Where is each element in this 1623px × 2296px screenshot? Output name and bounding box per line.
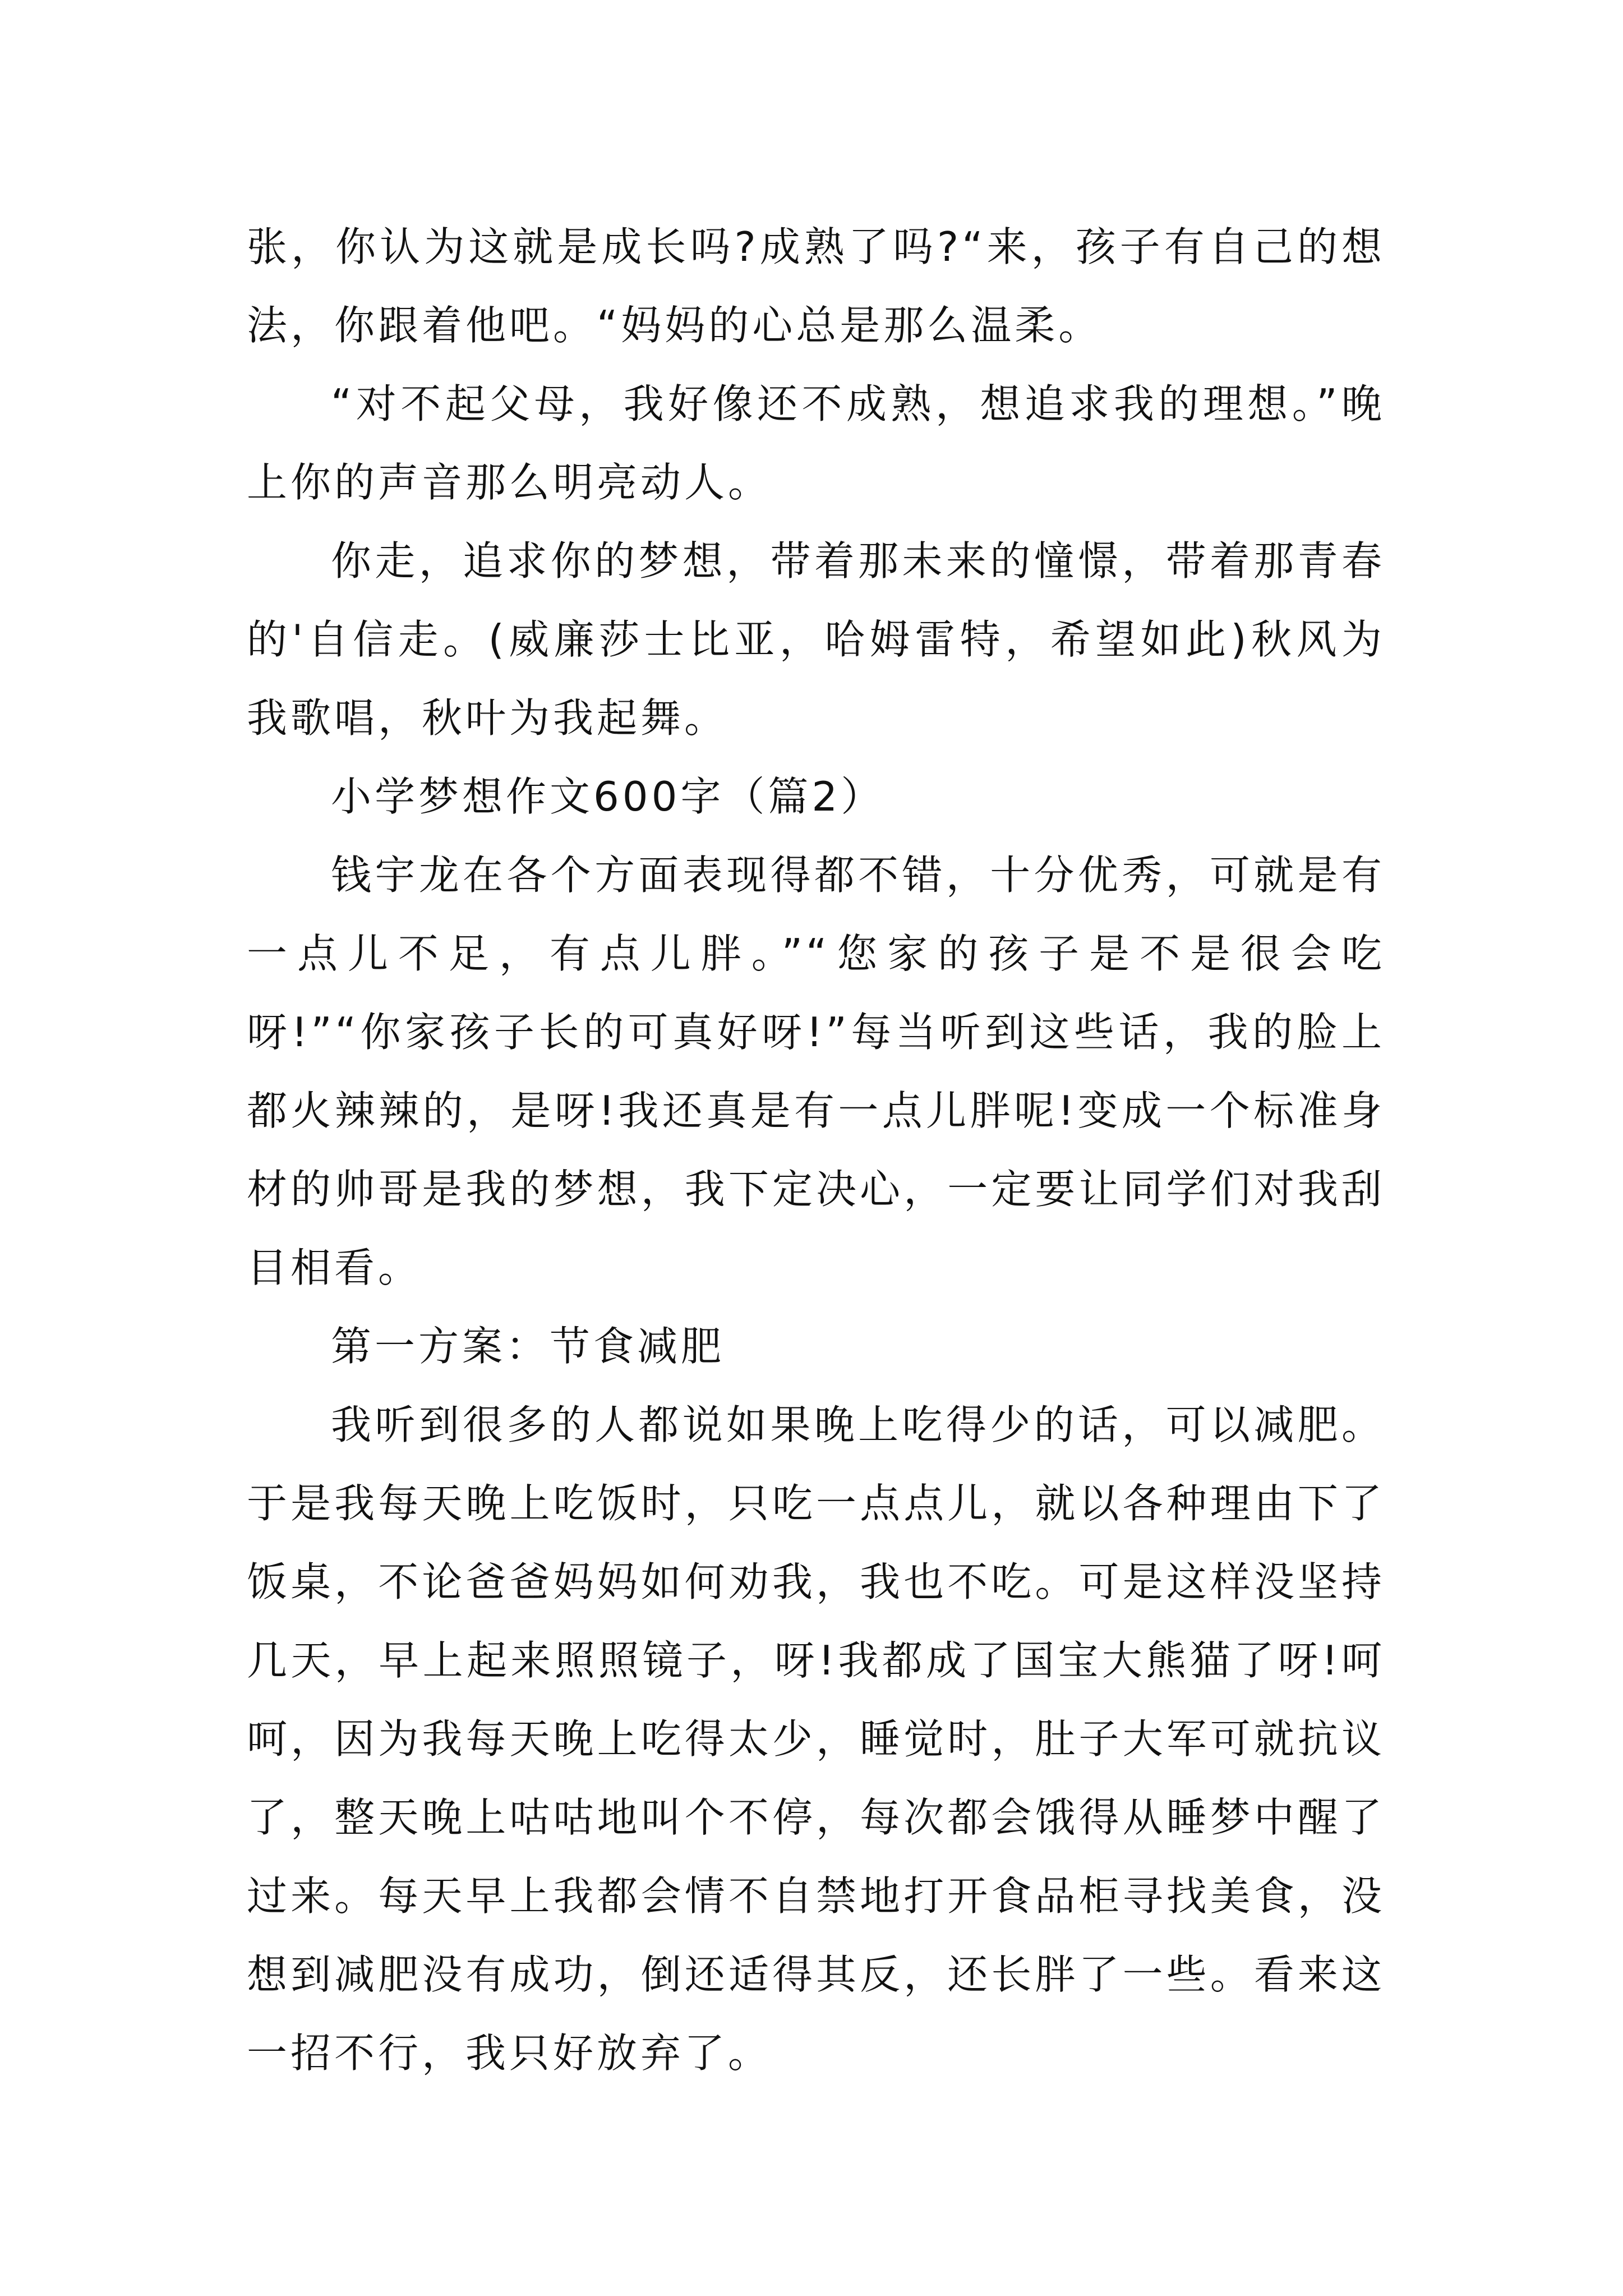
paragraph-apology-quote: “对不起父母，我好像还不成熟，想追求我的理想。”晚上你的声音那么明亮动人。	[247, 380, 1385, 506]
paragraph-intro-story: 钱宇龙在各个方面表现得都不错，十分优秀，可就是有一点儿不足，有点儿胖。”“您家的孩子是不是很会吃呀!”“你家孩子长的可真好呀!”每当听到这些话，我的脸上都火辣辣的，是呀!我还真是有一点儿胖呢!变成一个标准身材的帅哥是我的梦想，我下定决心，一定要让同学们对我刮目相看。	[247, 852, 1385, 1291]
document-body	[247, 208, 1385, 2092]
paragraph-pursue-dream: 你走，追求你的梦想，带着那未来的憧憬，带着那青春的'自信走。(威廉莎士比亚，哈姆雷特，希望如此)秋风为我歌唱，秋叶为我起舞。	[247, 537, 1385, 742]
plan-heading: 第一方案：节食减肥	[331, 1323, 725, 1370]
paragraph-diet-plan: 我听到很多的人都说如果晚上吃得少的话，可以减肥。于是我每天晚上吃饭时，只吃一点点儿，就以各种理由下了饭桌，不论爸爸妈妈如何劝我，我也不吃。可是这样没坚持几天，早上起来照照镜子，呀!我都成了国宝大熊猫了呀!呵呵，因为我每天晚上吃得太少，睡觉时，肚子大军可就抗议了，整天晚上咕咕地叫个不停，每次都会饿得从睡梦中醒了过来。每天早上我都会情不自禁地打开食品柜寻找美食，没想到减肥没有成功，倒还适得其反，还长胖了一些。看来这一招不行，我只好放弃了。	[247, 1401, 1385, 2077]
paragraph-continuation: 张，你认为这就是成长吗?成熟了吗?“来，孩子有自己的想法，你跟着他吧。“妈妈的心总是那么温柔。	[247, 223, 1385, 349]
section-heading: 小学梦想作文600字（篇2）	[331, 773, 885, 820]
